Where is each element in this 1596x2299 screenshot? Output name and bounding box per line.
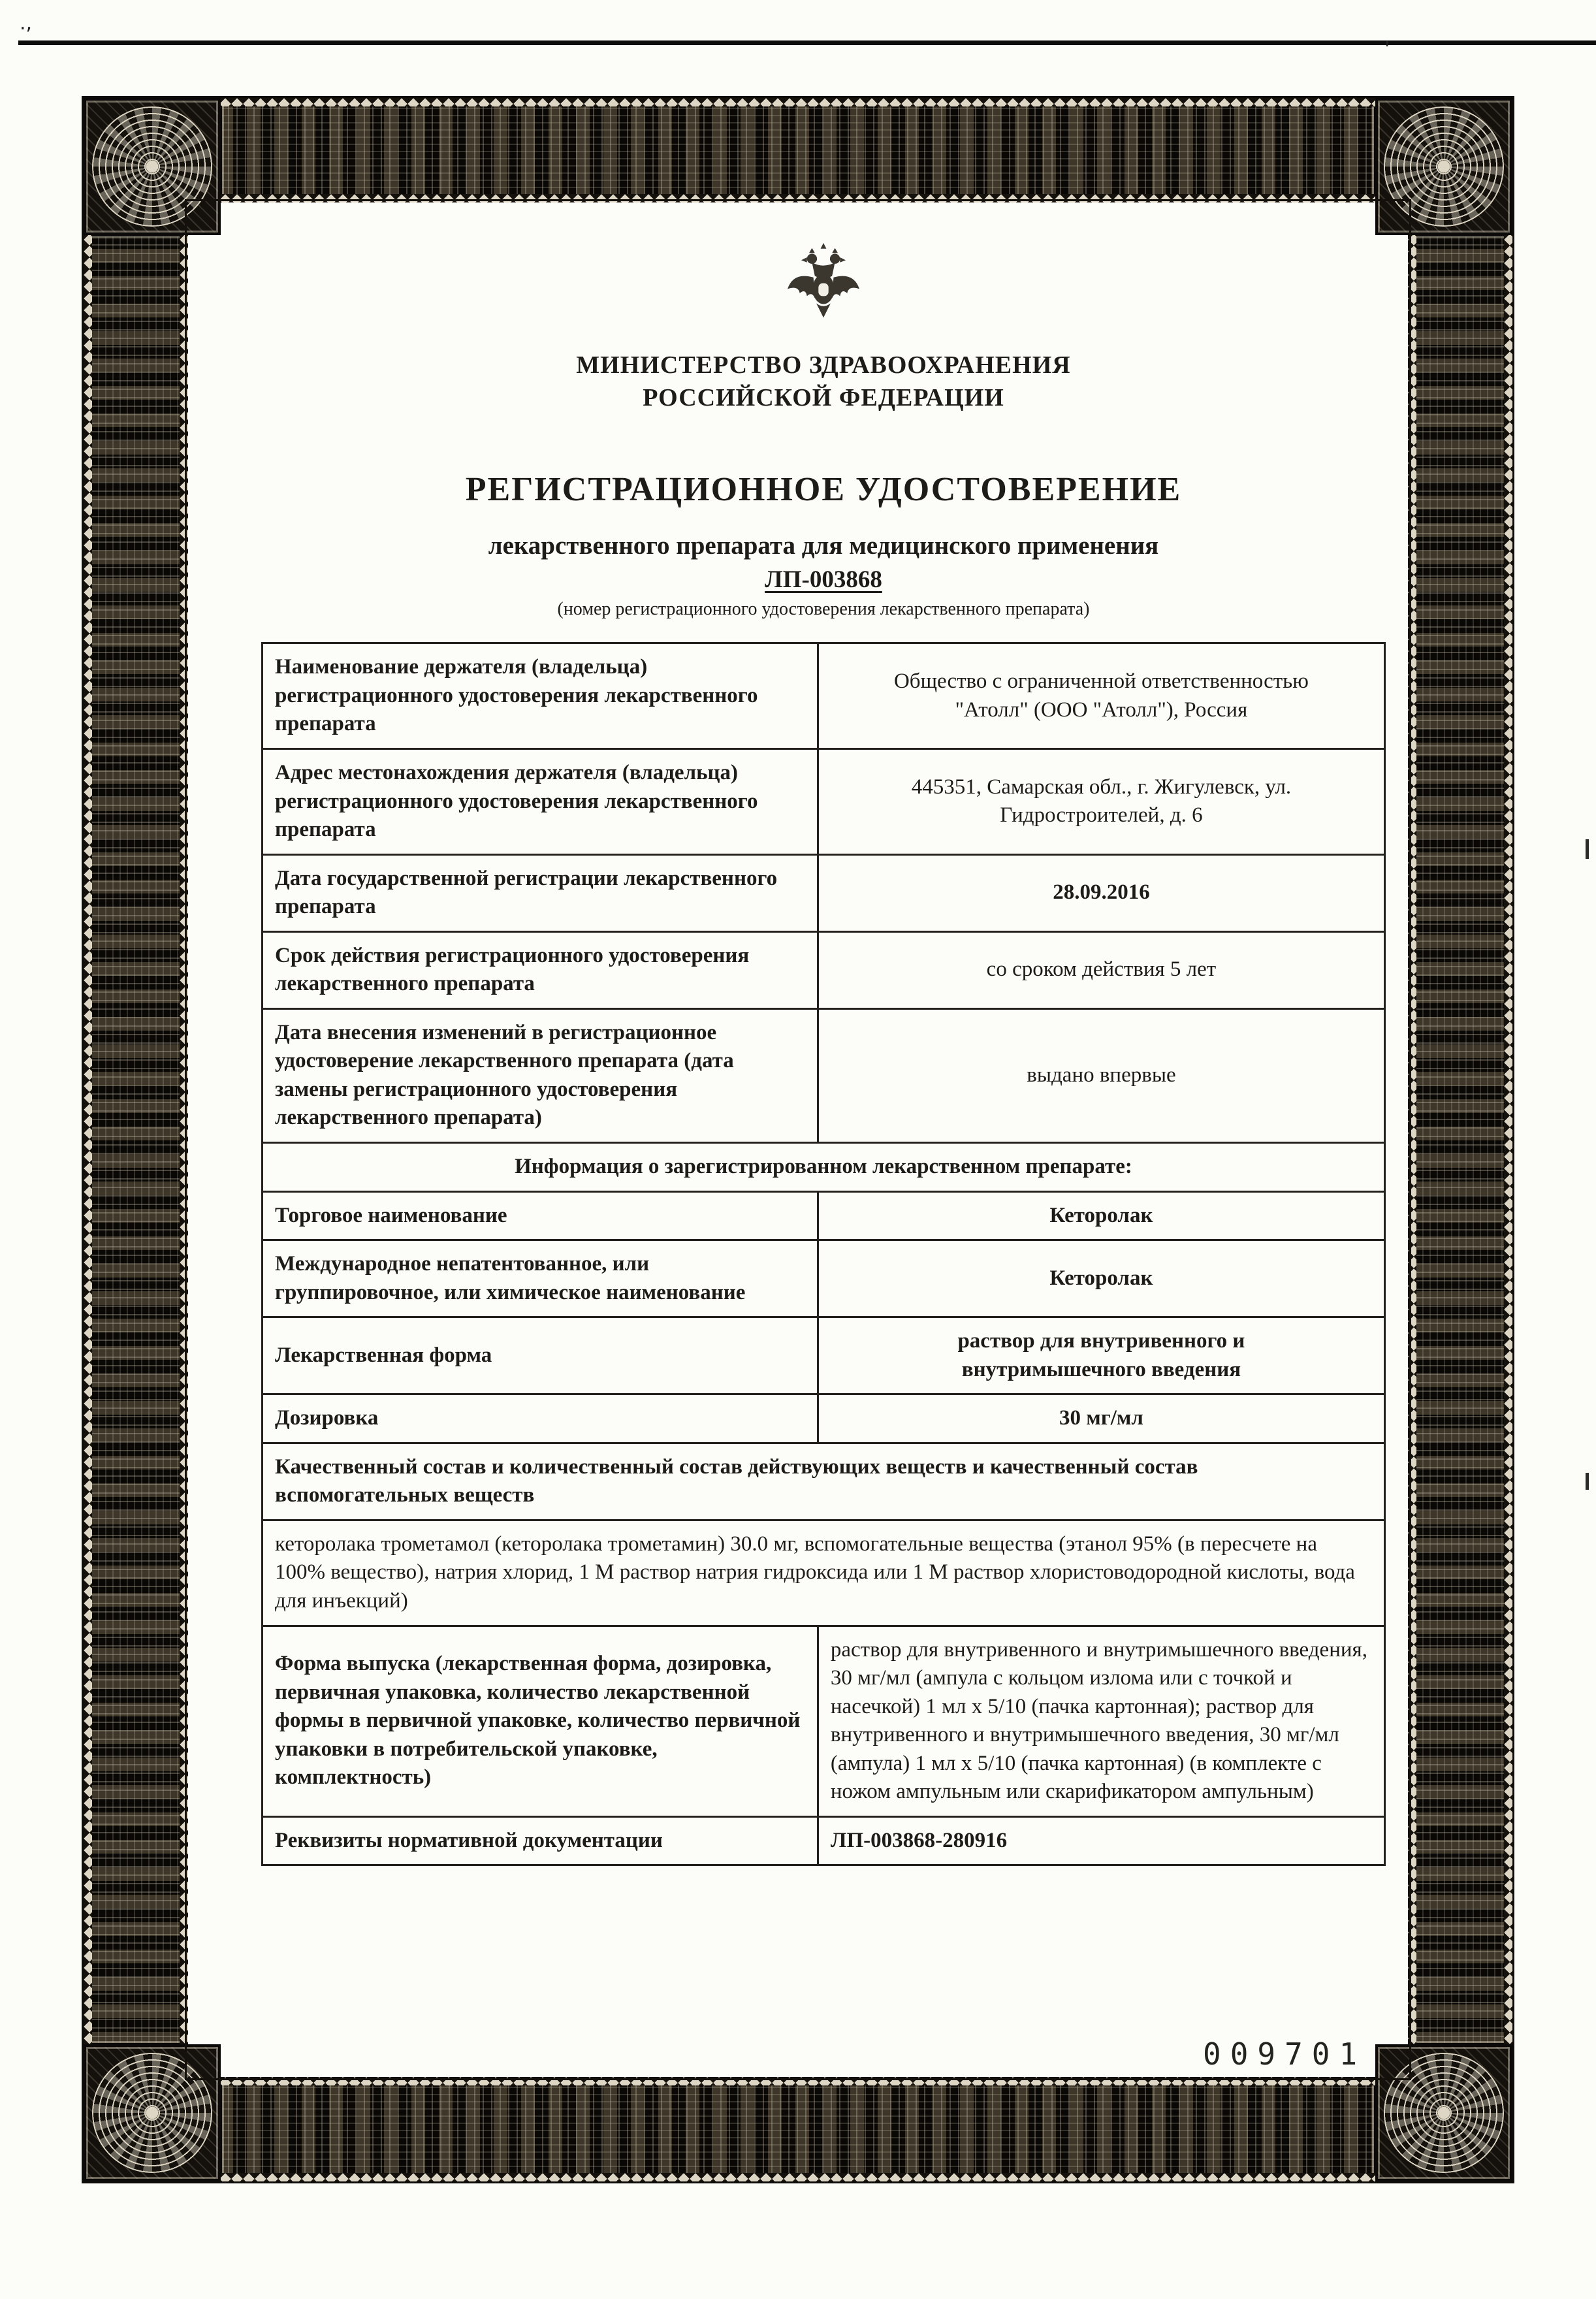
table-row-trade-name [263,1191,1385,1240]
table-composition-header-row [263,1443,1385,1520]
row-value-text: 445351, Самарская обл., г. Жигулевск, ул. Гидростроителей, д. 6 [911,775,1292,828]
row-value: со сроком действия 5 лет [818,931,1384,1008]
row-label: Реквизиты нормативной документации [263,1816,818,1865]
row-value: ЛП-003868-280916 [818,1816,1384,1865]
row-label: Дозировка [263,1394,818,1443]
row-label: Адрес местонахождения держателя (владельца) регистрационного удостоверения лекарственного препарата [263,748,818,854]
document-content [261,0,1386,1866]
table-row-dosage [263,1394,1385,1443]
row-value [818,643,1384,749]
row-label: Лекарственная форма [263,1317,818,1394]
row-value-text: Общество с ограниченной ответственностью "Атолл" (ООО "Атолл"), Россия [893,669,1309,722]
document-title: РЕГИСТРАЦИОННОЕ УДОСТОВЕРЕНИЕ [465,471,1182,509]
row-value [818,1317,1384,1394]
row-value: выдано впервые [818,1008,1384,1142]
row-label: Международное непатентованное, или группировочное, или химическое наименование [263,1240,818,1317]
table-row-dosage-form [263,1317,1385,1394]
registration-number-value: ЛП-003868 [765,566,882,594]
ministry-name [261,349,1386,414]
row-value-text: раствор для внутривенного и внутримышечного введения [957,1329,1245,1381]
serial-number: 009701 [1203,2036,1367,2072]
row-label: Дата внесения изменений в регистрационное удостоверение лекарственного препарата (дата замены регистрационного удостоверения лекарственного препарата) [263,1008,818,1142]
row-value [818,748,1384,854]
scan-mark-artifact: ' [1384,38,1390,61]
border-bottom-band [219,2077,1377,2181]
scan-mark-artifact: ., [20,12,33,35]
row-value: Кеторолак [818,1240,1384,1317]
composition-header: Качественный состав и количественный состав действующих веществ и качественный состав вспомогательных веществ [263,1443,1385,1520]
table-row-normative-docs [263,1816,1385,1865]
table-section-header-row [263,1142,1385,1191]
section-header: Информация о зарегистрированном лекарственном препарате: [263,1142,1385,1191]
registration-number-caption: (номер регистрационного удостоверения лекарственного препарата) [557,599,1090,620]
border-right-band [1408,234,1512,2046]
ministry-line-1: МИНИСТЕРСТВО ЗДРАВООХРАНЕНИЯ [576,351,1071,379]
scan-tick-artifact [1586,839,1589,859]
row-value: Кеторолак [818,1191,1384,1240]
ministry-line-2: РОССИЙСКОЙ ФЕДЕРАЦИИ [643,384,1004,412]
row-label: Форма выпуска (лекарственная форма, дозировка, первичная упаковка, количество лекарственной формы в первичной упаковке, количество первичной упаковки в потребительской упаковке, комплектность) [263,1626,818,1816]
row-label: Торговое наименование [263,1191,818,1240]
row-value: раствор для внутривенного и внутримышечного введения, 30 мг/мл (ампула с кольцом излома или с точкой и насечкой) 1 мл х 5/10 (пачка картонная); раствор для внутривенного и внутримышечного введения, 30 мг/мл (ампула) 1 мл х 5/10 (пачка картонная) (в комплекте с ножом ампульным или скарификатором ампульным) [818,1626,1384,1816]
row-label: Наименование держателя (владельца) регистрационного удостоверения лекарственного препарата [263,643,818,749]
registration-table [261,642,1386,1866]
row-label: Срок действия регистрационного удостоверения лекарственного препарата [263,931,818,1008]
table-row-holder-name [263,643,1385,749]
registration-number [261,566,1386,594]
coat-of-arms-icon [780,240,867,332]
row-value: 28.09.2016 [818,854,1384,931]
border-corner-rosette [84,98,221,235]
document-subtitle: лекарственного препарата для медицинского применения [488,532,1159,560]
border-corner-rosette [1375,98,1512,235]
table-row-registration-date [263,854,1385,931]
table-row-release-form [263,1626,1385,1816]
table-row-holder-address [263,748,1385,854]
border-left-band [84,234,188,2046]
border-corner-rosette [84,2044,221,2181]
composition-text: кеторолака трометамол (кеторолака трометамин) 30.0 мг, вспомогательные вещества (этанол 95% (в пересчете на 100% вещество), натрия хлорид, 1 М раствор натрия гидроксида или 1 М раствор хлористоводородной кислоты, вода для инъекций) [263,1520,1385,1626]
table-row-validity [263,931,1385,1008]
scan-tick-artifact [1586,1473,1589,1490]
table-row-inn-name [263,1240,1385,1317]
row-label: Дата государственной регистрации лекарственного препарата [263,854,818,931]
row-value: 30 мг/мл [818,1394,1384,1443]
table-composition-text-row [263,1520,1385,1626]
table-row-amendments [263,1008,1385,1142]
border-corner-rosette [1375,2044,1512,2181]
